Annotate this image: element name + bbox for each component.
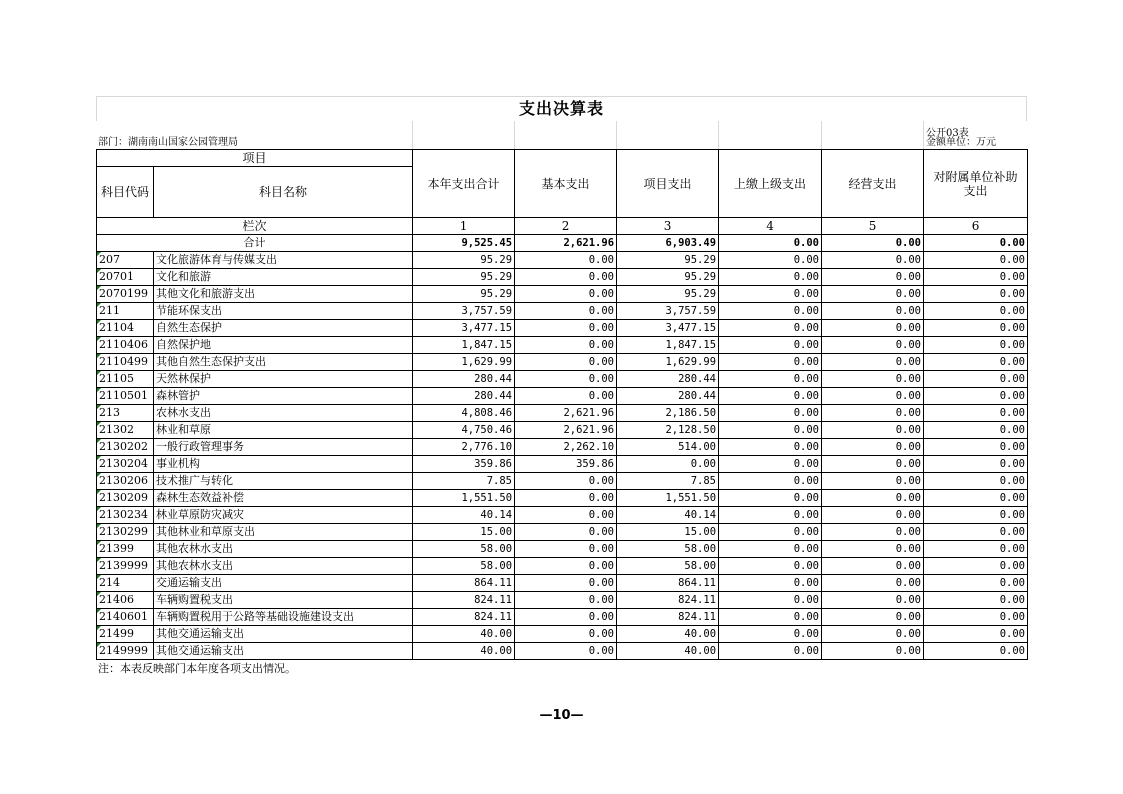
amount-cell: 95.29 <box>617 269 719 286</box>
amount-cell: 0.00 <box>924 388 1028 405</box>
amount-cell: 0.00 <box>719 558 822 575</box>
amount-cell: 824.11 <box>617 609 719 626</box>
amount-cell: 58.00 <box>617 541 719 558</box>
amount-cell: 15.00 <box>617 524 719 541</box>
amount-cell: 40.00 <box>413 643 515 660</box>
amount-cell: 1,551.50 <box>413 490 515 507</box>
table-row <box>97 286 1028 303</box>
amount-cell: 0.00 <box>822 558 924 575</box>
subject-name: 车辆购置税支出 <box>154 592 413 609</box>
table-row <box>97 456 1028 473</box>
amount-cell: 0.00 <box>719 626 822 643</box>
amount-cell: 0.00 <box>822 354 924 371</box>
amount-cell: 0.00 <box>617 456 719 473</box>
subject-code: 207 <box>97 252 154 269</box>
amount-cell: 0.00 <box>822 524 924 541</box>
amount-cell: 0.00 <box>924 592 1028 609</box>
table-row <box>97 422 1028 439</box>
amount-cell: 0.00 <box>924 252 1028 269</box>
amount-cell: 0.00 <box>719 643 822 660</box>
amount-cell: 0.00 <box>822 320 924 337</box>
subject-name: 其他林业和草原支出 <box>154 524 413 541</box>
amount-cell: 0.00 <box>515 371 617 388</box>
amount-cell: 0.00 <box>719 575 822 592</box>
table-row <box>97 269 1028 286</box>
total-value: 0.00 <box>719 235 822 252</box>
header-item: 项目 <box>97 150 413 167</box>
amount-cell: 0.00 <box>515 541 617 558</box>
subject-name: 文化旅游体育与传媒支出 <box>154 252 413 269</box>
total-label: 合计 <box>97 235 413 252</box>
subject-name: 自然保护地 <box>154 337 413 354</box>
amount-cell: 0.00 <box>924 405 1028 422</box>
amount-cell: 359.86 <box>515 456 617 473</box>
amount-cell: 58.00 <box>413 541 515 558</box>
subject-code: 2130209 <box>97 490 154 507</box>
subject-code: 214 <box>97 575 154 592</box>
amount-cell: 0.00 <box>719 320 822 337</box>
amount-cell: 0.00 <box>924 507 1028 524</box>
subject-name: 一般行政管理事务 <box>154 439 413 456</box>
amount-cell: 0.00 <box>822 422 924 439</box>
table-row <box>97 303 1028 320</box>
amount-cell: 0.00 <box>822 473 924 490</box>
amount-cell: 40.00 <box>413 626 515 643</box>
subject-name: 农林水支出 <box>154 405 413 422</box>
amount-cell: 0.00 <box>515 320 617 337</box>
amount-cell: 0.00 <box>719 371 822 388</box>
amount-cell: 864.11 <box>413 575 515 592</box>
subject-code: 213 <box>97 405 154 422</box>
amount-cell: 0.00 <box>822 507 924 524</box>
amount-cell: 40.00 <box>617 626 719 643</box>
amount-cell: 0.00 <box>515 354 617 371</box>
amount-cell: 4,750.46 <box>413 422 515 439</box>
subject-code: 21104 <box>97 320 154 337</box>
amount-cell: 0.00 <box>515 575 617 592</box>
amount-cell: 7.85 <box>413 473 515 490</box>
grid-line <box>923 121 924 149</box>
table-number: 公开03表 <box>926 128 969 139</box>
amount-cell: 0.00 <box>822 337 924 354</box>
amount-cell: 0.00 <box>719 388 822 405</box>
amount-cell: 0.00 <box>822 575 924 592</box>
total-value: 9,525.45 <box>413 235 515 252</box>
amount-cell: 0.00 <box>924 354 1028 371</box>
amount-cell: 3,477.15 <box>413 320 515 337</box>
amount-cell: 0.00 <box>924 422 1028 439</box>
amount-cell: 0.00 <box>719 456 822 473</box>
amount-cell: 280.44 <box>617 371 719 388</box>
amount-cell: 280.44 <box>413 371 515 388</box>
subject-code: 2130234 <box>97 507 154 524</box>
amount-cell: 0.00 <box>924 337 1028 354</box>
header-subsidy: 对附属单位补助支出 <box>924 150 1028 218</box>
header-business: 经营支出 <box>822 150 924 218</box>
table-row <box>97 507 1028 524</box>
table-row <box>97 405 1028 422</box>
column-number-row <box>97 218 1028 235</box>
amount-cell: 0.00 <box>924 643 1028 660</box>
column-number-label: 栏次 <box>97 218 413 235</box>
amount-cell: 0.00 <box>822 371 924 388</box>
subject-code: 2070199 <box>97 286 154 303</box>
subject-code: 20701 <box>97 269 154 286</box>
amount-cell: 95.29 <box>617 252 719 269</box>
amount-cell: 0.00 <box>719 405 822 422</box>
amount-cell: 0.00 <box>515 388 617 405</box>
amount-cell: 0.00 <box>719 422 822 439</box>
subject-name: 交通运输支出 <box>154 575 413 592</box>
subject-code: 21406 <box>97 592 154 609</box>
amount-cell: 2,621.96 <box>515 405 617 422</box>
amount-cell: 95.29 <box>413 252 515 269</box>
amount-cell: 0.00 <box>719 609 822 626</box>
amount-cell: 2,186.50 <box>617 405 719 422</box>
meta-row <box>96 121 1027 149</box>
subject-name: 其他文化和旅游支出 <box>154 286 413 303</box>
table-row <box>97 643 1028 660</box>
amount-cell: 0.00 <box>924 303 1028 320</box>
total-row <box>97 235 1028 252</box>
amount-cell: 0.00 <box>924 609 1028 626</box>
amount-cell: 40.14 <box>413 507 515 524</box>
subject-name: 林业草原防灾减灾 <box>154 507 413 524</box>
amount-cell: 0.00 <box>515 592 617 609</box>
amount-cell: 4,808.46 <box>413 405 515 422</box>
subject-name: 森林生态效益补偿 <box>154 490 413 507</box>
subject-code: 2149999 <box>97 643 154 660</box>
subject-name: 林业和草原 <box>154 422 413 439</box>
subject-code: 2139999 <box>97 558 154 575</box>
amount-cell: 0.00 <box>822 388 924 405</box>
amount-cell: 1,847.15 <box>413 337 515 354</box>
total-value: 6,903.49 <box>617 235 719 252</box>
subject-name: 其他交通运输支出 <box>154 626 413 643</box>
amount-cell: 0.00 <box>822 303 924 320</box>
amount-cell: 40.00 <box>617 643 719 660</box>
amount-cell: 0.00 <box>924 456 1028 473</box>
grid-line <box>616 121 617 149</box>
unit-label: 金额单位：万元 <box>926 137 996 148</box>
amount-cell: 0.00 <box>924 269 1028 286</box>
subject-name: 文化和旅游 <box>154 269 413 286</box>
subject-code: 2130299 <box>97 524 154 541</box>
amount-cell: 0.00 <box>515 507 617 524</box>
amount-cell: 1,847.15 <box>617 337 719 354</box>
amount-cell: 0.00 <box>924 320 1028 337</box>
table-row <box>97 490 1028 507</box>
table-row <box>97 541 1028 558</box>
amount-cell: 0.00 <box>719 592 822 609</box>
amount-cell: 280.44 <box>617 388 719 405</box>
amount-cell: 0.00 <box>515 337 617 354</box>
table-row <box>97 626 1028 643</box>
department-label: 部门：湖南南山国家公园管理局 <box>98 137 238 148</box>
page-title: 支出决算表 <box>96 96 1027 121</box>
table-row <box>97 320 1028 337</box>
amount-cell: 0.00 <box>924 558 1028 575</box>
amount-cell: 0.00 <box>822 490 924 507</box>
grid-line <box>821 121 822 149</box>
amount-cell: 3,757.59 <box>413 303 515 320</box>
amount-cell: 0.00 <box>924 371 1028 388</box>
amount-cell: 0.00 <box>822 269 924 286</box>
amount-cell: 0.00 <box>822 643 924 660</box>
amount-cell: 0.00 <box>822 609 924 626</box>
amount-cell: 95.29 <box>617 286 719 303</box>
amount-cell: 0.00 <box>719 524 822 541</box>
amount-cell: 0.00 <box>924 626 1028 643</box>
amount-cell: 1,629.99 <box>617 354 719 371</box>
total-value: 0.00 <box>924 235 1028 252</box>
amount-cell: 0.00 <box>719 303 822 320</box>
table-row <box>97 524 1028 541</box>
amount-cell: 0.00 <box>719 286 822 303</box>
amount-cell: 0.00 <box>719 354 822 371</box>
amount-cell: 864.11 <box>617 575 719 592</box>
amount-cell: 0.00 <box>924 473 1028 490</box>
amount-cell: 15.00 <box>413 524 515 541</box>
amount-cell: 0.00 <box>515 269 617 286</box>
subject-code: 211 <box>97 303 154 320</box>
amount-cell: 40.14 <box>617 507 719 524</box>
table-row <box>97 337 1028 354</box>
amount-cell: 0.00 <box>515 286 617 303</box>
subject-code: 2130202 <box>97 439 154 456</box>
header-total: 本年支出合计 <box>413 150 515 218</box>
amount-cell: 0.00 <box>822 252 924 269</box>
subject-code: 2130204 <box>97 456 154 473</box>
header-remit: 上缴上级支出 <box>719 150 822 218</box>
table-row <box>97 354 1028 371</box>
total-value: 0.00 <box>822 235 924 252</box>
table-row <box>97 252 1028 269</box>
column-number: 2 <box>515 218 617 235</box>
amount-cell: 824.11 <box>617 592 719 609</box>
amount-cell: 1,551.50 <box>617 490 719 507</box>
subject-code: 2140601 <box>97 609 154 626</box>
amount-cell: 0.00 <box>822 541 924 558</box>
amount-cell: 1,629.99 <box>413 354 515 371</box>
subject-name: 其他交通运输支出 <box>154 643 413 660</box>
header-name: 科目名称 <box>154 167 413 218</box>
amount-cell: 0.00 <box>822 626 924 643</box>
amount-cell: 58.00 <box>617 558 719 575</box>
amount-cell: 95.29 <box>413 286 515 303</box>
amount-cell: 0.00 <box>719 541 822 558</box>
total-value: 2,621.96 <box>515 235 617 252</box>
table-row <box>97 592 1028 609</box>
grid-line <box>412 121 413 149</box>
amount-cell: 0.00 <box>515 609 617 626</box>
subject-name: 车辆购置税用于公路等基础设施建设支出 <box>154 609 413 626</box>
amount-cell: 0.00 <box>515 524 617 541</box>
amount-cell: 0.00 <box>515 626 617 643</box>
amount-cell: 0.00 <box>924 541 1028 558</box>
expenditure-table <box>96 149 1028 660</box>
table-row <box>97 388 1028 405</box>
amount-cell: 0.00 <box>719 269 822 286</box>
amount-cell: 2,128.50 <box>617 422 719 439</box>
table-row <box>97 473 1028 490</box>
amount-cell: 0.00 <box>515 558 617 575</box>
subject-code: 21399 <box>97 541 154 558</box>
subject-name: 自然生态保护 <box>154 320 413 337</box>
header-row-1 <box>97 150 1028 167</box>
column-number: 6 <box>924 218 1028 235</box>
amount-cell: 0.00 <box>924 524 1028 541</box>
header-basic: 基本支出 <box>515 150 617 218</box>
amount-cell: 3,757.59 <box>617 303 719 320</box>
grid-line <box>718 121 719 149</box>
subject-name: 节能环保支出 <box>154 303 413 320</box>
amount-cell: 0.00 <box>719 473 822 490</box>
subject-code: 2110501 <box>97 388 154 405</box>
column-number: 1 <box>413 218 515 235</box>
amount-cell: 0.00 <box>924 286 1028 303</box>
subject-name: 其他自然生态保护支出 <box>154 354 413 371</box>
amount-cell: 359.86 <box>413 456 515 473</box>
amount-cell: 0.00 <box>515 490 617 507</box>
table-row <box>97 558 1028 575</box>
amount-cell: 0.00 <box>822 456 924 473</box>
header-project: 项目支出 <box>617 150 719 218</box>
amount-cell: 824.11 <box>413 592 515 609</box>
subject-code: 21302 <box>97 422 154 439</box>
amount-cell: 0.00 <box>515 252 617 269</box>
amount-cell: 0.00 <box>515 473 617 490</box>
amount-cell: 0.00 <box>719 490 822 507</box>
subject-name: 其他农林水支出 <box>154 558 413 575</box>
amount-cell: 0.00 <box>822 405 924 422</box>
amount-cell: 2,621.96 <box>515 422 617 439</box>
column-number: 3 <box>617 218 719 235</box>
amount-cell: 7.85 <box>617 473 719 490</box>
subject-name: 森林管护 <box>154 388 413 405</box>
table-row <box>97 371 1028 388</box>
subject-code: 21499 <box>97 626 154 643</box>
table-row <box>97 439 1028 456</box>
amount-cell: 58.00 <box>413 558 515 575</box>
amount-cell: 280.44 <box>413 388 515 405</box>
amount-cell: 0.00 <box>719 439 822 456</box>
footnote: 注：本表反映部门本年度各项支出情况。 <box>98 662 296 675</box>
subject-name: 天然林保护 <box>154 371 413 388</box>
amount-cell: 95.29 <box>413 269 515 286</box>
amount-cell: 2,262.10 <box>515 439 617 456</box>
amount-cell: 0.00 <box>719 337 822 354</box>
amount-cell: 2,776.10 <box>413 439 515 456</box>
subject-code: 2130206 <box>97 473 154 490</box>
expenditure-sheet <box>96 96 1027 678</box>
header-code: 科目代码 <box>97 167 154 218</box>
subject-code: 21105 <box>97 371 154 388</box>
table-row <box>97 609 1028 626</box>
subject-code: 2110406 <box>97 337 154 354</box>
amount-cell: 0.00 <box>822 592 924 609</box>
amount-cell: 0.00 <box>924 439 1028 456</box>
amount-cell: 0.00 <box>822 439 924 456</box>
subject-name: 事业机构 <box>154 456 413 473</box>
amount-cell: 824.11 <box>413 609 515 626</box>
amount-cell: 0.00 <box>515 643 617 660</box>
subject-code: 2110499 <box>97 354 154 371</box>
amount-cell: 0.00 <box>924 575 1028 592</box>
amount-cell: 0.00 <box>924 490 1028 507</box>
subject-name: 其他农林水支出 <box>154 541 413 558</box>
table-row <box>97 575 1028 592</box>
amount-cell: 3,477.15 <box>617 320 719 337</box>
amount-cell: 0.00 <box>515 303 617 320</box>
subject-name: 技术推广与转化 <box>154 473 413 490</box>
column-number: 5 <box>822 218 924 235</box>
amount-cell: 0.00 <box>719 507 822 524</box>
page-number: —10— <box>539 708 584 723</box>
amount-cell: 0.00 <box>822 286 924 303</box>
column-number: 4 <box>719 218 822 235</box>
grid-line <box>514 121 515 149</box>
amount-cell: 514.00 <box>617 439 719 456</box>
amount-cell: 0.00 <box>719 252 822 269</box>
